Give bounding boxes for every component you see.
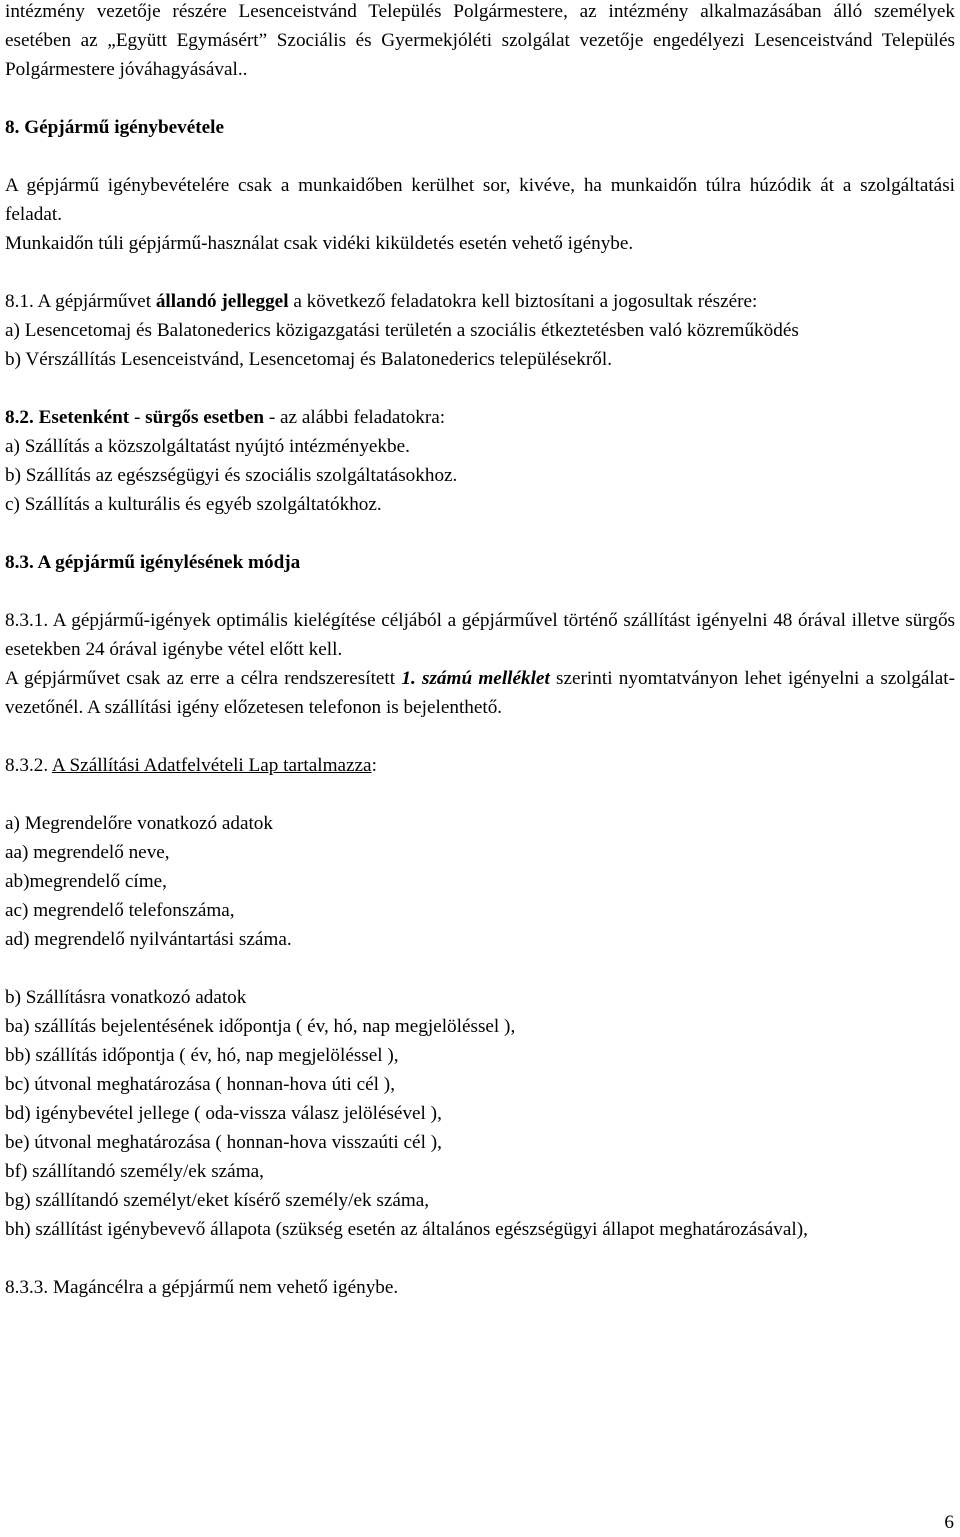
page-number: 6 bbox=[944, 1512, 954, 1533]
section-8-3-3-paragraph: 8.3.3. Magáncélra a gépjármű nem vehető igénybe. bbox=[5, 1277, 399, 1298]
section-8-paragraph-2: Munkaidőn túli gépjármű-használat csak vidéki kiküldetés esetén vehető igénybe. bbox=[5, 233, 634, 254]
list-item: ad) megrendelő nyilvántartási száma. bbox=[5, 929, 292, 950]
section-8-1-item-b: b) Vérszállítás Lesenceistvánd, Lesencetomaj és Balatonederics településekről. bbox=[5, 349, 613, 370]
section-8-heading: 8. Gépjármű igénybevétele bbox=[5, 117, 225, 138]
section-8-2-emphasis-2: sürgős esetben bbox=[145, 407, 265, 428]
section-8-3-2-heading: 8.3.2. A Szállítási Adatfelvételi Lap tartalmazza: bbox=[5, 755, 377, 776]
list-item: ab)megrendelő címe, bbox=[5, 871, 167, 892]
section-8-2-emphasis-1: Esetenként bbox=[38, 407, 130, 428]
list-item: aa) megrendelő neve, bbox=[5, 842, 170, 863]
list-item: bg) szállítandó személyt/eket kísérő személy/ek száma, bbox=[5, 1190, 430, 1211]
section-8-1-item-a: a) Lesencetomaj és Balatonederics közigazgatási területén a szociális étkeztetésben való közreműködés bbox=[5, 320, 799, 341]
section-8-1-emphasis: állandó jelleggel bbox=[155, 291, 289, 312]
list-b-title: b) Szállításra vonatkozó adatok bbox=[5, 987, 247, 1008]
list-item: b) Szállítás az egészségügyi és szociális szolgáltatásokhoz. bbox=[5, 465, 458, 486]
section-8-3-heading: 8.3. A gépjármű igénylésének módja bbox=[5, 552, 301, 573]
intro-paragraph: intézmény vezetője részére Lesenceistvánd Település Polgármestere, az intézmény alkalmazásában álló személyek esetében az „Együtt Egymásért” Szociális és Gyermekjóléti szolgálat vezetője engedélyezi Lesenceistvánd Település Polgármestere jóváhagyásával.. bbox=[5, 1, 955, 80]
list-item: a) Szállítás a közszolgáltatást nyújtó intézményekbe. bbox=[5, 436, 410, 457]
list-item: ac) megrendelő telefonszáma, bbox=[5, 900, 235, 921]
section-8-3-1-paragraph-2: A gépjárművet csak az erre a célra rendszeresített 1. számú melléklet szerinti nyomtatványon lehet igényelni a szolgálat-vezetőnél. A szállítási igény előzetesen telefonon is bejelenthető. bbox=[5, 668, 956, 718]
list-item: bd) igénybevétel jellege ( oda-vissza válasz jelölésével ), bbox=[5, 1103, 442, 1124]
list-item: bc) útvonal meghatározása ( honnan-hova úti cél ), bbox=[5, 1074, 395, 1095]
section-8-1-paragraph: 8.1. A gépjárművet állandó jelleggel a következő feladatokra kell biztosítani a jogosultak részére: bbox=[5, 291, 758, 312]
document-page bbox=[5, 0, 955, 1302]
list-item: bh) szállítást igénybevevő állapota (szükség esetén az általános egészségügyi állapot meghatározásával), bbox=[5, 1219, 808, 1240]
section-8-1-number: 8.1. bbox=[5, 291, 34, 312]
list-item: bf) szállítandó személy/ek száma, bbox=[5, 1161, 264, 1182]
section-8-3-2-title: A Szállítási Adatfelvételi Lap tartalmazza bbox=[51, 755, 372, 776]
list-item: bb) szállítás időpontja ( év, hó, nap megjelöléssel ), bbox=[5, 1045, 399, 1066]
section-8-paragraph-1: A gépjármű igénybevételére csak a munkaidőben kerülhet sor, kivéve, ha munkaidőn túlra húzódik át a szolgáltatási feladat. bbox=[5, 175, 955, 225]
list-item: be) útvonal meghatározása ( honnan-hova visszaúti cél ), bbox=[5, 1132, 442, 1153]
section-8-3-1-paragraph: 8.3.1. A gépjármű-igények optimális kielégítése céljából a gépjárművel történő szállítást igényelni 48 órával illetve sürgős esetekben 24 órával igénybe vétel előtt kell. bbox=[5, 610, 955, 660]
section-8-2-paragraph: 8.2. Esetenként - sürgős esetben - az alábbi feladatokra: bbox=[5, 407, 446, 428]
list-item: c) Szállítás a kulturális és egyéb szolgáltatókhoz. bbox=[5, 494, 382, 515]
attachment-reference: 1. számú melléklet bbox=[401, 668, 550, 689]
list-item: ba) szállítás bejelentésének időpontja ( év, hó, nap megjelöléssel ), bbox=[5, 1016, 516, 1037]
list-a-title: a) Megrendelőre vonatkozó adatok bbox=[5, 813, 273, 834]
